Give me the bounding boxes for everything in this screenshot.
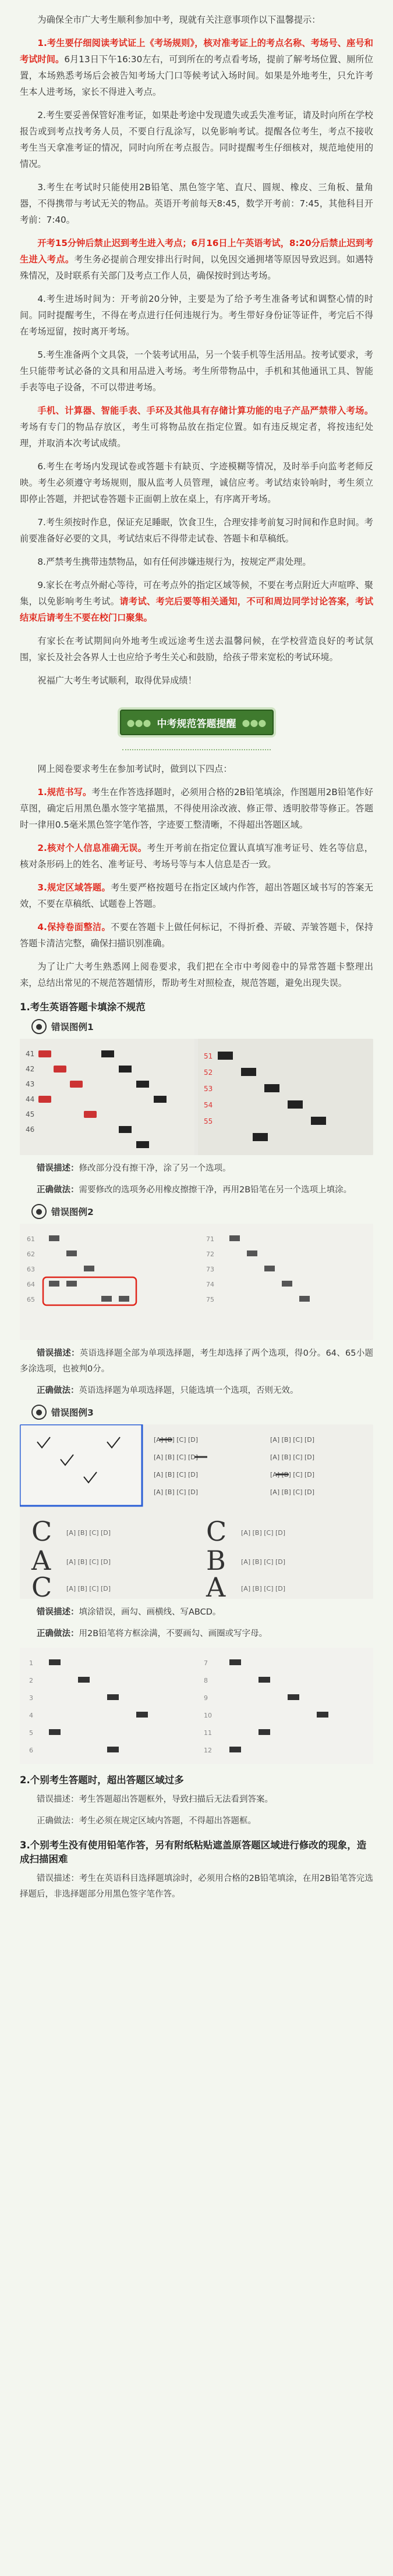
circle-icon: ●: [31, 1019, 47, 1034]
svg-text:[A] [B] [C] [D]: [A] [B] [C] [D]: [270, 1471, 315, 1478]
part2-fix: 正确做法：考生必须在规定区域内答题，不得超出答题框。: [37, 1816, 256, 1826]
svg-text:[A] [B] [C] [D]: [A] [B] [C] [D]: [154, 1488, 199, 1496]
svg-text:[A] [B] [C] [D]: [A] [B] [C] [D]: [241, 1585, 286, 1592]
svg-text:[A] [B] [C] [D]: [A] [B] [C] [D]: [66, 1558, 111, 1566]
intro-paragraph: 1.考生要仔细阅读考试证上《考场规则》，核对准考证上的考点名称、考场号、座号和考试时间。6月13日下午16:30左右，可到所在的考点看考场，提前了解考场位置、厕所位置，本场熟悉考场后会被告知考场大门口等候考试入场时间。如果是外地考生，只允许考生本人进考场，家长不得进入考点。: [20, 38, 374, 97]
svg-text:[A] [B] [C] [D]: [A] [B] [C] [D]: [66, 1585, 111, 1592]
svg-text:45: 45: [26, 1110, 35, 1118]
svg-text:62: 62: [27, 1250, 35, 1258]
svg-text:A: A: [31, 1545, 51, 1576]
svg-text:[A] [B] [C] [D]: [A] [B] [C] [D]: [154, 1436, 199, 1444]
svg-text:5: 5: [29, 1729, 33, 1737]
intro-paragraph: 7.考生须按时作息，保证充足睡眠，饮食卫生，合理安排考前复习时间和作息时间。考前要准备好必要的文具，考试结束后不得带走试卷、答题卡和草稿纸。: [20, 517, 373, 544]
error-1-description: 错误描述：修改部分没有擦干净，涂了另一个选项。: [37, 1164, 231, 1173]
svg-text:1: 1: [29, 1659, 33, 1667]
svg-text:C: C: [206, 1516, 227, 1547]
error-example-2-photo: [20, 1224, 373, 1340]
rule-paragraph: 2.核对个人信息准确无误。考生开考前在指定位置认真填写准考证号、姓名等信息，核对条形码上的姓名、准考证号、考场号等与本人信息是否一致。: [20, 843, 373, 870]
svg-text:[A] [B] [C] [D]: [A] [B] [C] [D]: [270, 1453, 315, 1461]
error-2-description: 错误描述：英语选择题全部为单项选择题，考生却选择了两个选项，得0分。64、65小题多涂选项，也被判0分。: [20, 1349, 374, 1374]
summary-paragraph: 为了让广大考生熟悉网上阅卷要求，我们把在全市中考阅卷中的异常答题卡整理出来，总结出常见的不规范答题情形，帮助考生对照检查，规范答题，避免出现失误。: [20, 961, 373, 988]
part3-description: 错误描述：考生在英语科目选择题填涂时，必须用合格的2B铅笔填涂，在用2B铅笔答完选择题后，非选择题部分用黑色签字笔作答。: [20, 1874, 373, 1899]
error-example-3-label: 错误图例3: [51, 1408, 94, 1418]
intro-paragraph: 为确保全市广大考生顺利参加中考，现就有关注意事项作以下温馨提示：: [37, 15, 321, 25]
section-banner: [120, 710, 274, 735]
intro-paragraph: 4.考生进场时间为：开考前20分钟，主要是为了给予考生准备考试和调整心情的时间。同时提醒考生，不得在考点进行任何违规行为。考生带好身份证等证件，考完后不得在考场逗留，按时离开考场。: [20, 294, 373, 337]
error-example-1-heading: [31, 1019, 373, 1034]
error-example-3-heading: [31, 1405, 373, 1420]
intro-paragraph: 9.家长在考点外耐心等待，可在考点外的指定区域等候，不要在考点附近大声喧哗、聚集，以免影响考生考试。请考试、考完后要等相关通知，不可和周边同学讨论答案，考试结束后请考生不要在校门口聚集。: [20, 580, 374, 623]
intro-paragraph: 有家长在考试期间向外地考生或远途考生送去温馨问候，在学校营造良好的考试氛围，家长及社会各界人士也应给予考生关心和鼓励，给孩子带来宽松的考试环境。: [20, 636, 373, 662]
svg-text:7: 7: [204, 1659, 208, 1667]
divider: [122, 747, 271, 750]
svg-text:73: 73: [206, 1266, 214, 1273]
svg-text:[A] [B] [C] [D]: [A] [B] [C] [D]: [66, 1529, 111, 1537]
circle-icon: ●: [31, 1405, 47, 1420]
svg-text:[A] [B] [C] [D]: [A] [B] [C] [D]: [270, 1436, 315, 1444]
svg-text:[A] [B] [C] [D]: [A] [B] [C] [D]: [241, 1558, 286, 1566]
intro-paragraph: 6.考生在考场内发现试卷或答题卡有缺页、字迹模糊等情况，及时举手向监考老师反映。考生必须遵守考场规则，服从监考人员管理，诚信应考。考试结束铃响时，考生须立即停止答题，并把试卷答题卡正面朝上放在桌上，有序离开考场。: [20, 461, 373, 504]
rule-paragraph: 3.规定区域答题。考生要严格按题号在指定区域内作答，超出答题区域书写的答案无效，不要在草稿纸、试题卷上答题。: [20, 882, 373, 909]
intro-paragraph: 2.考生要妥善保管好准考证，如果赴考途中发现遗失或丢失准考证，请及时向所在学校报告或到考点找考务人员，不要自行乱涂写，以免影响考试。提醒各位考生，考点不接收考生当天拿准考证的情况，同时向所在考点报告。同时提醒考生仔细核对，规范地使用的情况。: [20, 110, 373, 169]
svg-text:11: 11: [204, 1729, 212, 1737]
svg-text:44: 44: [26, 1095, 35, 1103]
error-1-fix: 正确做法：需要修改的选项务必用橡皮擦擦干净，再用2B铅笔在另一个选项上填涂。: [37, 1185, 352, 1195]
svg-text:C: C: [31, 1516, 52, 1547]
correct-example-photo: [20, 1648, 373, 1764]
svg-text:4: 4: [29, 1712, 33, 1719]
intro-paragraph: 8.严禁考生携带违禁物品，如有任何涉嫌违规行为，按规定严肃处理。: [37, 557, 311, 567]
svg-text:8: 8: [204, 1677, 208, 1684]
svg-text:43: 43: [26, 1080, 35, 1088]
svg-text:53: 53: [204, 1085, 213, 1093]
svg-text:64: 64: [27, 1281, 35, 1288]
intro-paragraph: 祝福广大考生考试顺利，取得优异成绩！: [37, 675, 197, 686]
svg-text:C: C: [31, 1572, 52, 1599]
svg-text:[A] [B] [C] [D]: [A] [B] [C] [D]: [270, 1488, 315, 1496]
svg-text:[A] [B] [C] [D]: [A] [B] [C] [D]: [154, 1453, 199, 1461]
svg-text:71: 71: [206, 1235, 214, 1243]
error-example-2-heading: [31, 1204, 373, 1219]
svg-text:72: 72: [206, 1250, 214, 1258]
error-3-description: 错误描述：填涂错误，画勾、画横线、写ABCD。: [37, 1608, 221, 1617]
svg-text:75: 75: [206, 1296, 214, 1303]
svg-text:9: 9: [204, 1694, 208, 1702]
intro-paragraph: 开考15分钟后禁止迟到考生进入考点；6月16日上午英语考试，8:20分后禁止迟到考生进入考点。考生务必提前合理安排出行时间，以免因交通拥堵等原因导致迟到。如遇特殊情况，及时联系有关部门及考点工作人员，确保按时到达考场。: [20, 238, 374, 281]
svg-text:10: 10: [204, 1712, 212, 1719]
svg-text:12: 12: [204, 1747, 212, 1754]
svg-text:61: 61: [27, 1235, 35, 1243]
part2-description: 错误描述：考生答题超出答题框外，导致扫描后无法看到答案。: [37, 1795, 273, 1804]
svg-text:52: 52: [204, 1068, 213, 1077]
rule-paragraph: 4.保持卷面整洁。不要在答题卡上做任何标记，不得折叠、弄破、弄皱答题卡，保持答题卡清洁完整，确保扫描识别准确。: [20, 922, 373, 949]
circle-icon: ●: [31, 1204, 47, 1219]
banner-dots-icon: ●●●: [242, 717, 267, 728]
svg-text:A: A: [206, 1572, 226, 1599]
svg-text:3: 3: [29, 1694, 33, 1702]
answer-sheet-image: [20, 1039, 373, 1155]
banner-title: 中考规范答题提醒: [157, 718, 236, 730]
intro-paragraph: 3.考生在考试时只能使用2B铅笔、黑色签字笔、直尺、圆规、橡皮、三角板、量角器，不得携带与考试无关的物品。英语开考前每天8:45，数学开考前：7:45，其他科目开考前：7:40。: [20, 182, 373, 225]
part3-title: 3.个别考生没有使用铅笔作答，另有附纸粘贴遮盖原答题区域进行修改的现象，造成扫描困难: [20, 1840, 367, 1865]
svg-text:B: B: [206, 1545, 226, 1576]
svg-text:2: 2: [29, 1677, 33, 1684]
svg-text:65: 65: [27, 1296, 35, 1303]
banner-dots-icon: ●●●: [126, 717, 151, 728]
intro-paragraph: 5.考生准备两个文具袋，一个装考试用品，另一个装手机等生活用品。按考试要求，考生只能带考试必备的文具和用品进入考场。考生所带物品中，手机和其他通讯工具、智能手表等电子设备，不可以带进考场。: [20, 350, 373, 393]
answer-sheet-image: [20, 1648, 373, 1764]
svg-text:6: 6: [29, 1747, 33, 1754]
error-3-fix: 正确做法：用2B铅笔将方框涂满，不要画勾、画圈或写字母。: [37, 1629, 268, 1638]
svg-text:51: 51: [204, 1052, 213, 1060]
error-example-2-label: 错误图例2: [51, 1207, 94, 1217]
answer-sheet-image: [20, 1424, 373, 1599]
svg-text:41: 41: [26, 1050, 35, 1058]
section-lead: 网上阅卷要求考生在参加考试时，做到以下四点：: [37, 764, 232, 774]
error-2-fix: 正确做法：英语选择题为单项选择题，只能选填一个选项，否则无效。: [37, 1386, 299, 1395]
svg-text:[A] [B] [C] [D]: [A] [B] [C] [D]: [154, 1471, 199, 1478]
intro-paragraph: 手机、计算器、智能手表、手环及其他具有存储计算功能的电子产品严禁带入考场。考场有专门的物品存放区，考生可将物品放在指定位置。如有违反规定者，将按违纪处理，并取消本次考试成绩。: [20, 405, 373, 448]
rule-paragraph: 1.规范书写。考生在作答选择题时，必须用合格的2B铅笔填涂，作图题用2B铅笔作好草图，确定后用黑色墨水签字笔描黑，不得使用涂改液、修正带、透明胶带等修正。答题时一律用0.5毫米黑色签字笔作答，字迹要工整清晰，不得超出答题区域。: [20, 787, 373, 830]
answer-sheet-image: [20, 1224, 373, 1340]
part1-title: 1.考生英语答题卡填涂不规范: [20, 1002, 146, 1013]
error-example-3-photo: [20, 1424, 373, 1599]
error-example-1-photo: [20, 1039, 373, 1155]
svg-text:[A] [B] [C] [D]: [A] [B] [C] [D]: [241, 1529, 286, 1537]
error-example-1-label: 错误图例1: [51, 1022, 94, 1032]
svg-text:55: 55: [204, 1117, 213, 1125]
svg-text:74: 74: [206, 1281, 214, 1288]
svg-text:63: 63: [27, 1266, 35, 1273]
part2-title: 2.个别考生答题时，超出答题区域过多: [20, 1775, 184, 1786]
svg-text:46: 46: [26, 1125, 35, 1134]
svg-text:54: 54: [204, 1101, 213, 1109]
svg-text:42: 42: [26, 1065, 35, 1073]
